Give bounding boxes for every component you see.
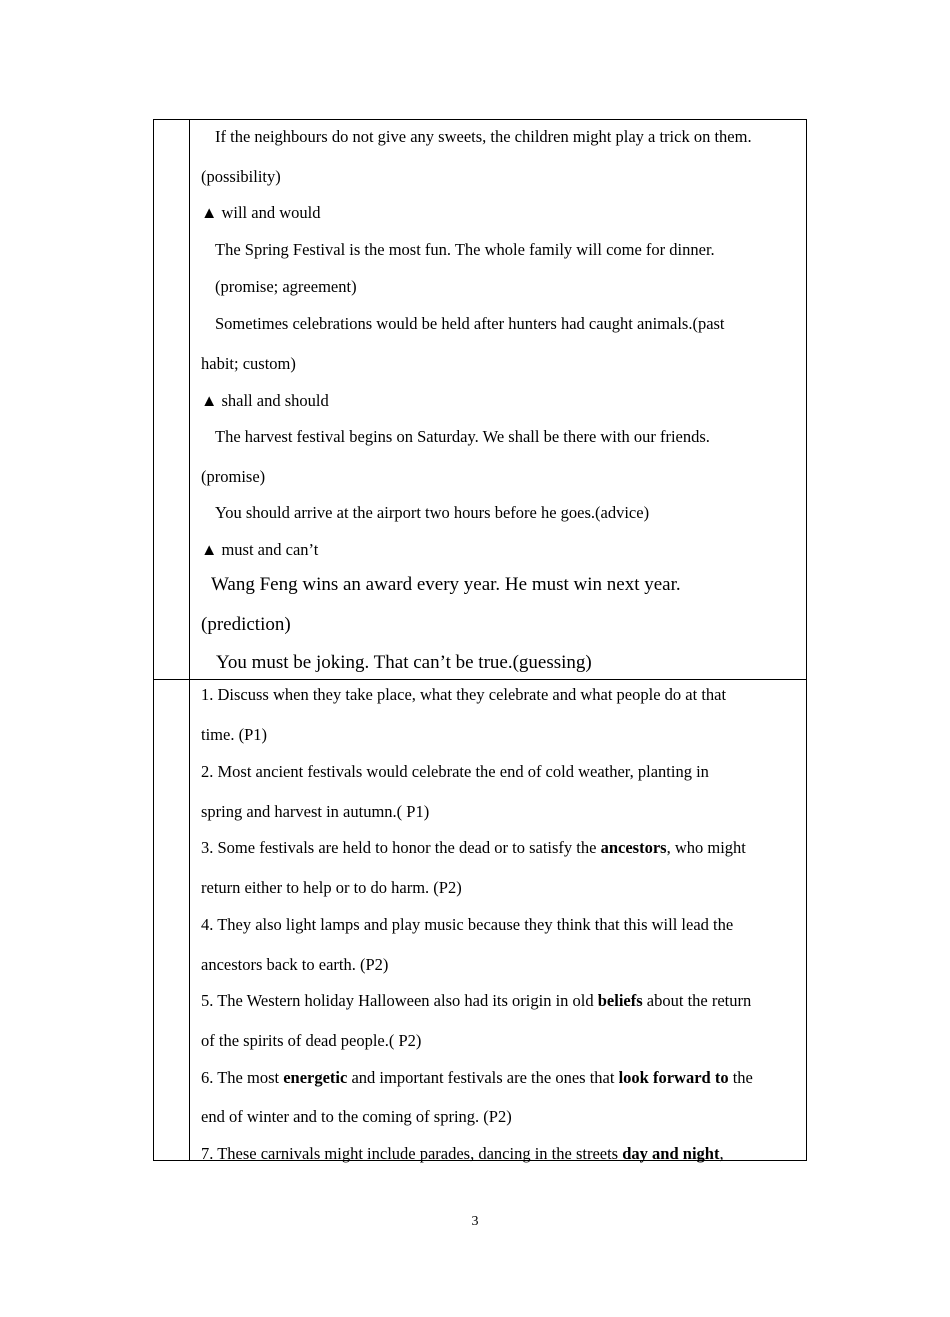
modal-verbs-cell	[190, 120, 807, 680]
text-run: 5. The Western holiday Halloween also had its origin in old	[201, 991, 598, 1010]
section-heading-will-would: ▲ will and would	[201, 203, 321, 222]
bold-term: beliefs	[597, 991, 643, 1010]
table-row	[154, 120, 807, 680]
example-line: The Spring Festival is the most fun. The whole family will come for dinner.	[215, 240, 715, 259]
example-line: Wang Feng wins an award every year. He must win next year.	[211, 574, 681, 595]
text-run: about the return	[642, 991, 752, 1010]
content-table	[153, 119, 807, 1161]
sentence-line	[201, 1068, 798, 1087]
section-heading-must-cant: ▲ must and can’t	[201, 540, 319, 559]
sentence-line: ancestors back to earth. (P2)	[201, 955, 389, 974]
sentence-line: end of winter and to the coming of spring. (P2)	[201, 1107, 512, 1126]
example-line: (promise; agreement)	[215, 277, 357, 296]
section-heading-shall-should: ▲ shall and should	[201, 391, 329, 410]
example-line: You should arrive at the airport two hours before he goes.(advice)	[215, 503, 650, 522]
key-sentences-cell	[190, 680, 807, 1161]
example-line: The harvest festival begins on Saturday. We shall be there with our friends.	[215, 427, 710, 446]
sentence-line: 1. Discuss when they take place, what they celebrate and what people do at that	[201, 685, 727, 704]
sentence-line: spring and harvest in autumn.( P1)	[201, 802, 430, 821]
example-line: (prediction)	[201, 614, 291, 635]
text-run: , who might	[666, 838, 746, 857]
sentence-line	[201, 838, 798, 857]
text-run: 3. Some festivals are held to honor the dead or to satisfy the	[201, 838, 601, 857]
sentence-line	[201, 1144, 798, 1163]
sentence-line: time. (P1)	[201, 725, 267, 744]
text-run: 7. These carnivals might include parades, dancing in the streets	[201, 1144, 623, 1163]
table-row	[154, 680, 807, 1161]
example-line: If the neighbours do not give any sweets, the children might play a trick on them.	[215, 127, 752, 146]
example-line: You must be joking. That can’t be true.(guessing)	[216, 652, 592, 673]
sentence-line: 4. They also light lamps and play music because they think that this will lead the	[201, 915, 734, 934]
example-line: (promise)	[201, 467, 266, 486]
text-run: the	[728, 1068, 753, 1087]
sentence-line	[201, 991, 798, 1010]
text-run: 6. The most	[201, 1068, 284, 1087]
bold-term: day and night	[622, 1144, 720, 1163]
bold-term: ancestors	[600, 838, 667, 857]
empty-left-cell	[154, 680, 190, 1161]
page-number: 3	[471, 1214, 479, 1229]
example-line: habit; custom)	[201, 354, 296, 373]
sentence-line: of the spirits of dead people.( P2)	[201, 1031, 422, 1050]
text-run: ,	[719, 1144, 724, 1163]
bold-term: energetic	[283, 1068, 348, 1087]
empty-left-cell	[154, 120, 190, 680]
sentence-line: 2. Most ancient festivals would celebrate the end of cold weather, planting in	[201, 762, 709, 781]
example-line: (possibility)	[201, 167, 281, 186]
bold-term: look forward to	[618, 1068, 729, 1087]
text-run: and important festivals are the ones that	[347, 1068, 619, 1087]
example-line: Sometimes celebrations would be held after hunters had caught animals.(past	[215, 314, 725, 333]
sentence-line: return either to help or to do harm. (P2)	[201, 878, 462, 897]
